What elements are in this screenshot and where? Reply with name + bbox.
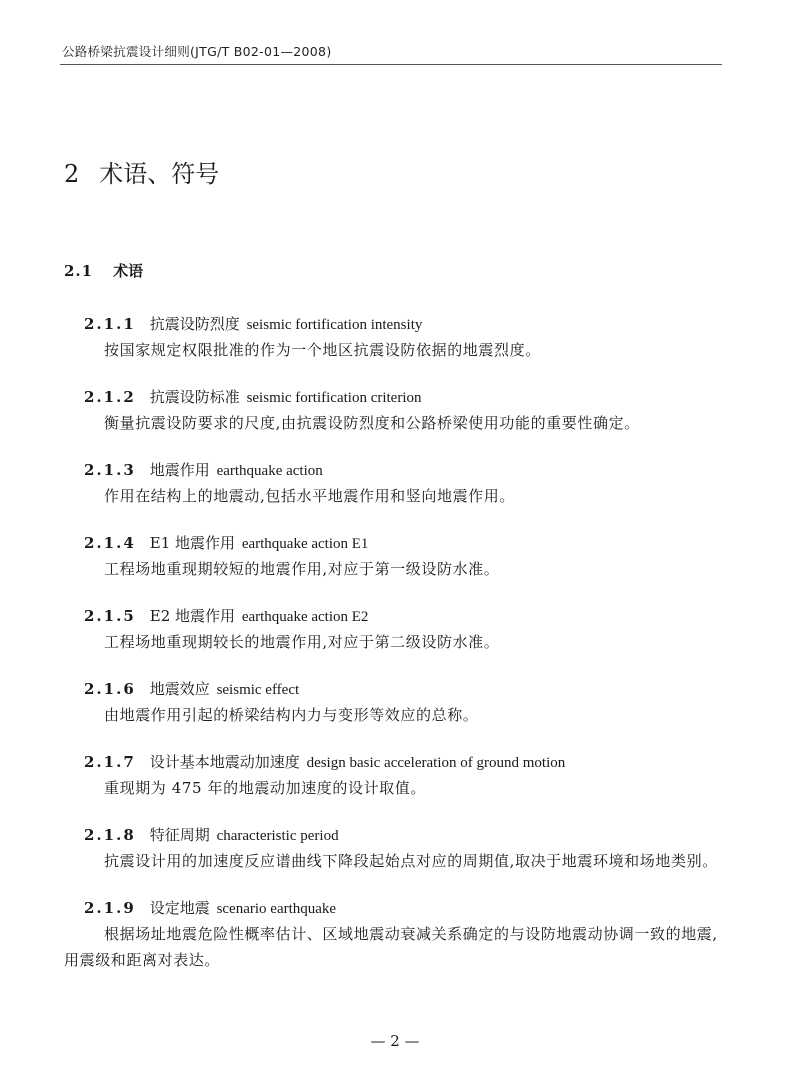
term-heading: [64, 385, 722, 410]
term-number: 2.1.2: [84, 388, 136, 406]
term-zh: 设计基本地震动加速度: [149, 753, 300, 771]
term-en: seismic fortification criterion: [246, 390, 422, 406]
section-number: 2.1: [64, 262, 94, 280]
term-en: earthquake action E1: [241, 536, 369, 552]
term-entry: [64, 750, 722, 801]
running-header: 公路桥梁抗震设计细则(JTG/T B02-01—2008): [62, 44, 332, 59]
term-number: 2.1.4: [84, 534, 136, 552]
term-entry: [64, 677, 722, 728]
term-zh: E1 地震作用: [149, 534, 236, 552]
term-definition: 按国家规定权限批准的作为一个地区抗震设防依据的地震烈度。: [104, 341, 541, 359]
chapter-heading: [64, 154, 219, 189]
term-definition: 重现期为 475 年的地震动加速度的设计取值。: [104, 779, 426, 797]
term-number: 2.1.9: [84, 899, 136, 917]
term-entry: [64, 458, 722, 509]
term-number: 2.1.6: [84, 680, 136, 698]
term-number: 2.1.8: [84, 826, 136, 844]
term-zh: 设定地震: [149, 899, 210, 917]
term-entry: [64, 312, 722, 363]
term-definition: 根据场址地震危险性概率估计、区域地震动衰减关系确定的与设防地震动协调一致的地震,用震级和距离对表达。: [64, 925, 718, 969]
term-en: earthquake action E2: [241, 609, 369, 625]
term-entry: [64, 385, 722, 436]
term-definition: 抗震设计用的加速度反应谱曲线下降段起始点对应的周期值,取决于地震环境和场地类别。: [104, 852, 718, 870]
term-en: seismic fortification intensity: [246, 317, 423, 333]
term-zh: 抗震设防标准: [149, 388, 240, 406]
section-heading: [64, 260, 143, 281]
term-number: 2.1.1: [84, 315, 136, 333]
term-number: 2.1.7: [84, 753, 136, 771]
term-zh: E2 地震作用: [149, 607, 236, 625]
term-heading: [64, 604, 722, 629]
term-heading: [64, 896, 722, 921]
section-title: 术语: [113, 262, 144, 280]
term-zh: 特征周期: [149, 826, 210, 844]
chapter-number: 2: [64, 160, 80, 188]
page-number: — 2 —: [370, 1032, 420, 1050]
term-heading: [64, 312, 722, 337]
term-heading: [64, 750, 722, 775]
term-number: 2.1.3: [84, 461, 136, 479]
term-definition: 由地震作用引起的桥梁结构内力与变形等效应的总称。: [104, 706, 479, 724]
term-definition: 工程场地重现期较短的地震作用,对应于第一级设防水准。: [104, 560, 500, 578]
term-en: characteristic period: [216, 828, 339, 844]
term-heading: [64, 823, 722, 848]
term-heading: [64, 531, 722, 556]
term-heading: [64, 677, 722, 702]
term-en: seismic effect: [216, 682, 300, 698]
term-zh: 地震作用: [149, 461, 210, 479]
term-definition: 作用在结构上的地震动,包括水平地震作用和竖向地震作用。: [104, 487, 515, 505]
header-rule: [60, 64, 722, 65]
term-number: 2.1.5: [84, 607, 136, 625]
term-entry: [64, 531, 722, 582]
chapter-title: 术语、符号: [99, 160, 220, 188]
term-definition: 工程场地重现期较长的地震作用,对应于第二级设防水准。: [104, 633, 500, 651]
term-entry: [64, 604, 722, 655]
term-heading: [64, 458, 722, 483]
term-en: design basic acceleration of ground motion: [306, 755, 566, 771]
term-definition: 衡量抗震设防要求的尺度,由抗震设防烈度和公路桥梁使用功能的重要性确定。: [104, 414, 640, 432]
term-zh: 抗震设防烈度: [149, 315, 240, 333]
term-list: [64, 312, 722, 995]
term-entry: [64, 896, 722, 973]
term-zh: 地震效应: [149, 680, 210, 698]
term-en: earthquake action: [216, 463, 323, 479]
term-entry: [64, 823, 722, 874]
term-en: scenario earthquake: [216, 901, 337, 917]
